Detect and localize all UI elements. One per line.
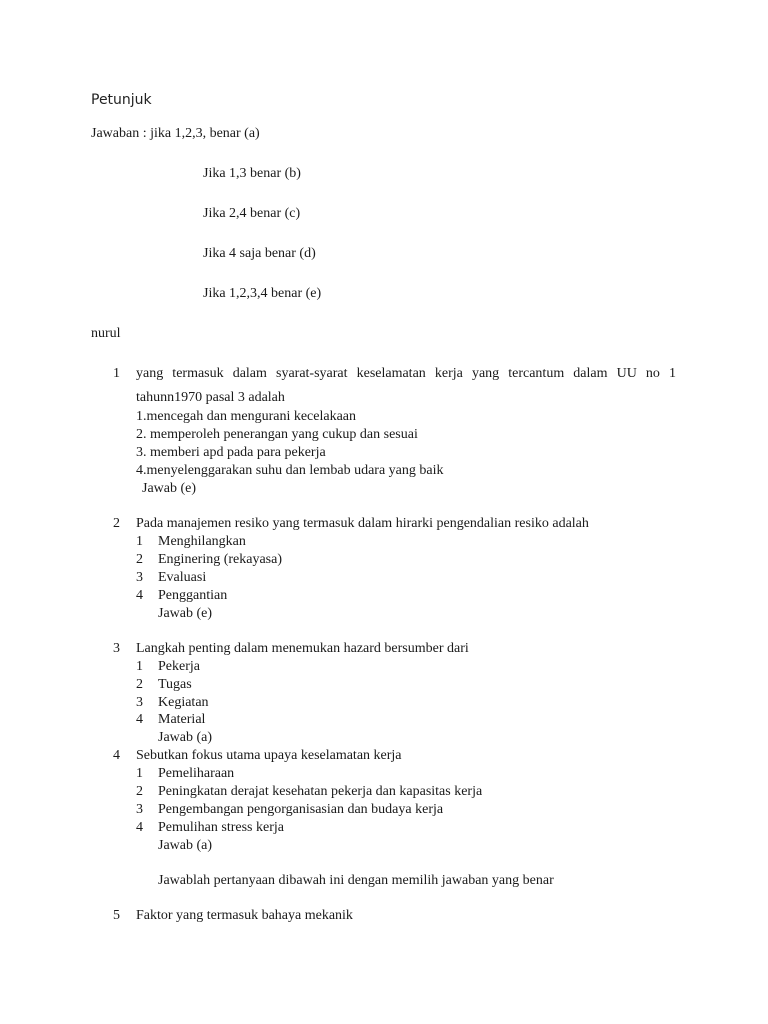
question-answer: Jawab (e) — [158, 606, 213, 621]
item-text: Enginering (rekayasa) — [158, 552, 282, 567]
question-item: 2. memperoleh penerangan yang cukup dan sesuai — [136, 427, 418, 442]
item-number: 2 — [136, 677, 143, 692]
question-item: 4.menyelenggarakan suhu dan lembab udara yang baik — [136, 463, 444, 478]
question-number: 3 — [113, 641, 120, 656]
item-number: 1 — [136, 766, 143, 781]
item-text: Pemeliharaan — [158, 766, 235, 781]
page-title: Petunjuk — [91, 92, 152, 108]
question-answer: Jawab (e) — [142, 481, 197, 496]
item-number: 4 — [136, 588, 143, 603]
item-text: Pengembangan pengorganisasian dan budaya kerja — [158, 802, 444, 817]
question-number: 5 — [113, 908, 120, 923]
item-text: Material — [158, 712, 206, 727]
item-text: Menghilangkan — [158, 534, 246, 549]
item-number: 1 — [136, 534, 143, 549]
item-number: 1 — [136, 659, 143, 674]
rule-option-c: Jika 2,4 benar (c) — [203, 206, 301, 221]
item-number: 3 — [136, 802, 143, 817]
item-number: 2 — [136, 784, 143, 799]
question-text: Langkah penting dalam menemukan hazard bersumber dari — [136, 641, 469, 656]
item-text: Pekerja — [158, 659, 200, 674]
rule-option-d: Jika 4 saja benar (d) — [203, 246, 316, 261]
item-number: 3 — [136, 695, 143, 710]
rule-option-e: Jika 1,2,3,4 benar (e) — [203, 286, 322, 301]
item-text: Peningkatan derajat kesehatan pekerja dan kapasitas kerja — [158, 784, 483, 799]
author-name: nurul — [91, 326, 121, 341]
question-item: 1.mencegah dan mengurani kecelakaan — [136, 409, 357, 424]
question-answer: Jawab (a) — [158, 838, 213, 853]
question-number: 2 — [113, 516, 120, 531]
question-text: Sebutkan fokus utama upaya keselamatan kerja — [136, 748, 402, 763]
question-item: 3. memberi apd pada para pekerja — [136, 445, 326, 460]
item-text: Kegiatan — [158, 695, 209, 710]
question-text: yang termasuk dalam syarat-syarat keselamatan kerja yang tercantum dalam UU no 1 — [136, 366, 676, 381]
item-text: Penggantian — [158, 588, 228, 603]
item-number: 4 — [136, 820, 143, 835]
item-number: 2 — [136, 552, 143, 567]
question-number: 4 — [113, 748, 120, 763]
question-answer: Jawab (a) — [158, 730, 213, 745]
item-number: 3 — [136, 570, 143, 585]
item-text: Pemulihan stress kerja — [158, 820, 284, 835]
question-text-continued: tahunn1970 pasal 3 adalah — [136, 390, 285, 405]
jawaban-rule-line: Jawaban : jika 1,2,3, benar (a) — [91, 126, 260, 141]
question-number: 1 — [113, 366, 120, 381]
question-text: Pada manajemen resiko yang termasuk dalam hirarki pengendalian resiko adalah — [136, 516, 589, 531]
rule-option-b: Jika 1,3 benar (b) — [203, 166, 301, 181]
item-number: 4 — [136, 712, 143, 727]
item-text: Evaluasi — [158, 570, 207, 585]
question-text: Faktor yang termasuk bahaya mekanik — [136, 908, 353, 923]
item-text: Tugas — [158, 677, 192, 692]
instruction-text: Jawablah pertanyaan dibawah ini dengan memilih jawaban yang benar — [158, 873, 554, 888]
